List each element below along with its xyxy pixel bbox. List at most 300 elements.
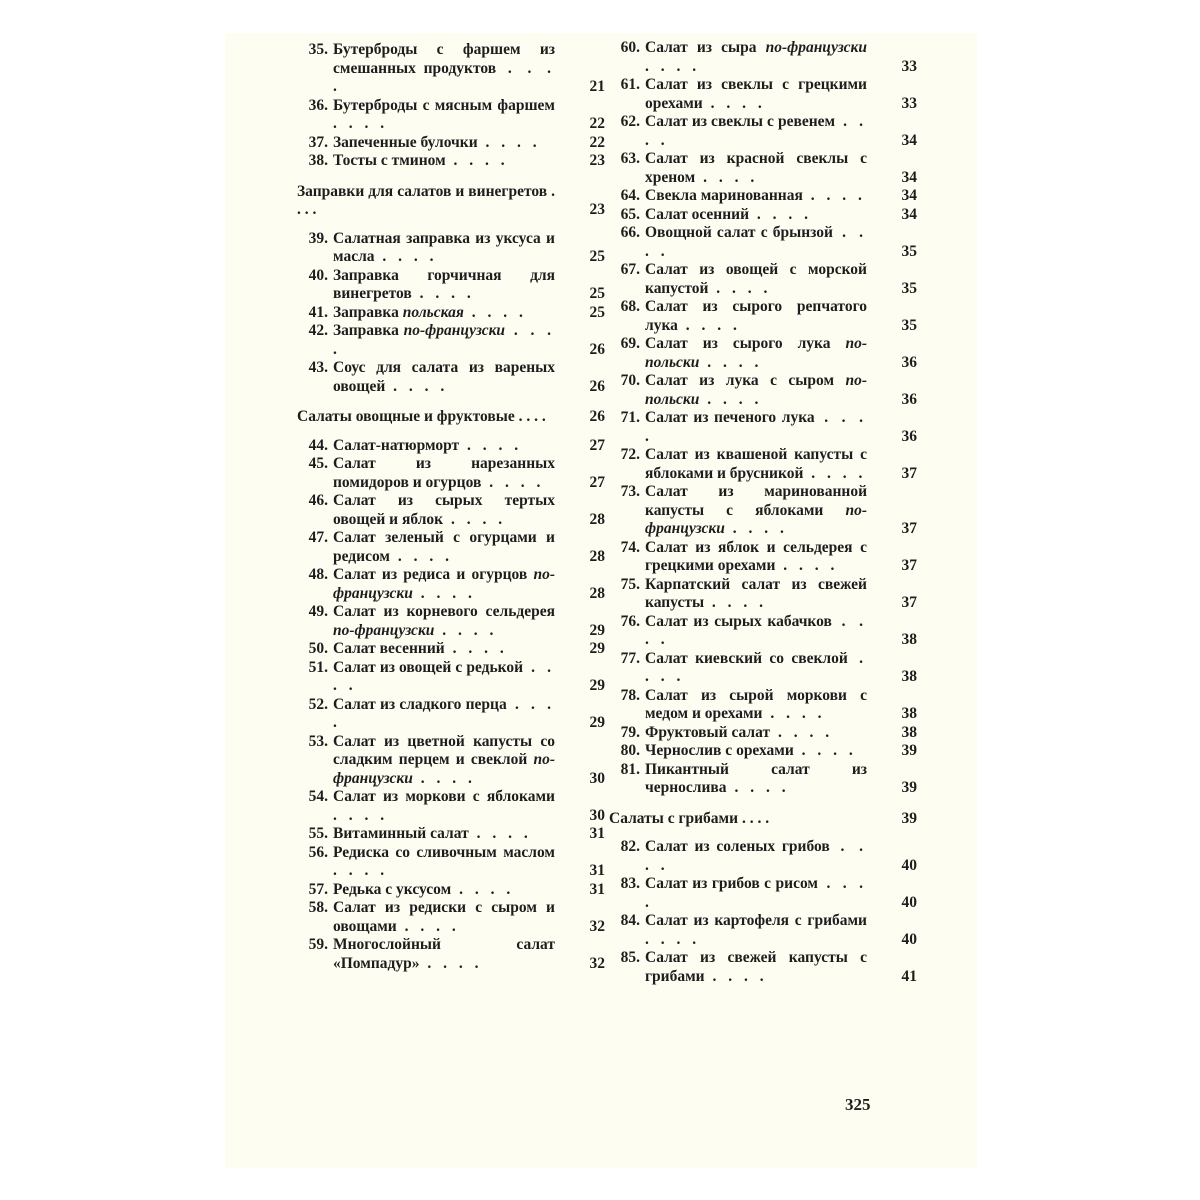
entry-title	[645, 838, 867, 875]
entry-number: 67.	[620, 261, 640, 278]
entry-page-number: 37	[901, 520, 917, 537]
entry-number: 66.	[620, 224, 640, 241]
entry-page-number: 35	[901, 316, 917, 334]
entry-title-text: Салат из сырого репчатого лука	[645, 298, 867, 334]
entry-title	[333, 640, 555, 659]
entry-number: 48.	[308, 566, 328, 583]
entry-title-text: Редиска со сливочным маслом	[333, 843, 555, 861]
entry-number: 47.	[308, 529, 328, 546]
leader-dots: . . . .	[708, 279, 772, 297]
entry-number: 61.	[620, 76, 640, 93]
entry-title-text: Салат из свеклы с грецкими орехами	[645, 76, 867, 112]
leader-dots: . . . .	[468, 825, 532, 842]
leader-dots: . . . .	[419, 954, 483, 972]
entry-number: 52.	[308, 695, 328, 713]
leader-dots: . . . .	[749, 205, 813, 223]
leader-dots: . . . .	[704, 967, 768, 985]
leader-dots: . . . .	[645, 838, 867, 874]
toc-entry	[295, 152, 613, 171]
entry-title	[645, 742, 867, 761]
toc-entry	[295, 304, 613, 323]
entry-title-italic: по-французски	[333, 751, 555, 787]
entry-title-text: Салат из редиса и огурцов	[333, 566, 528, 583]
entry-number: 84.	[620, 912, 640, 929]
toc-column-left	[295, 41, 613, 973]
book-page	[225, 33, 977, 1168]
leader-dots: . . . .	[762, 705, 826, 722]
leader-dots: . . . .	[333, 806, 389, 824]
entry-title	[645, 206, 867, 225]
entry-title	[645, 150, 867, 187]
entry-number: 40.	[308, 266, 328, 284]
entry-page-number: 33	[901, 57, 917, 75]
toc-entry	[295, 267, 613, 304]
entry-title-text: Салат из сырых кабачков	[645, 612, 832, 630]
entry-number: 42.	[308, 322, 328, 339]
entry-page-number: 40	[901, 856, 917, 874]
entry-page-number: 31	[589, 825, 605, 842]
entry-page-number: 28	[589, 547, 605, 565]
entry-title	[645, 39, 867, 76]
entry-title-text: Заправка	[333, 303, 399, 321]
entry-page-number: 32	[589, 954, 605, 972]
entry-title-text: Фруктовый салат	[645, 723, 771, 741]
entry-title	[333, 437, 555, 456]
toc-entry	[607, 613, 925, 650]
leader-dots: . . . .	[704, 594, 768, 611]
toc-entry	[607, 409, 925, 446]
toc-entry	[295, 788, 613, 825]
section-title-text: Салаты с грибами	[609, 809, 739, 827]
entry-number: 58.	[308, 899, 328, 916]
entry-title-text: Пикантный салат из чернослива	[645, 760, 867, 796]
entry-title-text: Салат из овощей с морской капустой	[645, 261, 867, 297]
leader-dots: . . . .	[459, 436, 523, 454]
entry-title-text: Заправка	[333, 322, 399, 339]
entry-page-number: 21	[589, 78, 605, 95]
toc-entry	[607, 298, 925, 335]
entry-title	[333, 359, 555, 396]
leader-dots: . . . .	[677, 316, 741, 334]
entry-title-text: Салатная заправка из уксуса и масла	[333, 229, 555, 265]
leader-dots: . . . .	[699, 390, 763, 408]
entry-title	[645, 875, 867, 912]
entry-title	[645, 483, 867, 539]
section-title	[297, 183, 555, 220]
toc-entry	[295, 134, 613, 153]
toc-entry	[607, 724, 925, 743]
toc-entry	[295, 97, 613, 134]
entry-title	[645, 650, 867, 687]
entry-title-text: Салат из сырых тертых овощей и яблок	[333, 492, 555, 528]
entry-title	[645, 539, 867, 576]
entry-number: 60.	[620, 39, 640, 56]
entry-title-italic: по-польски	[645, 372, 867, 408]
entry-number: 49.	[308, 603, 328, 620]
entry-page-number: 34	[901, 187, 917, 204]
entry-title	[645, 76, 867, 113]
entry-number: 56.	[308, 843, 328, 861]
entry-number: 54.	[308, 788, 328, 805]
entry-page-number: 37	[901, 594, 917, 611]
entry-title-text: Салат зеленый с огурцами и редисом	[333, 529, 555, 565]
leader-dots: . . . .	[695, 168, 759, 186]
entry-page-number: 29	[589, 677, 605, 694]
leader-dots: . . . .	[463, 303, 527, 321]
toc-section-heading	[295, 183, 613, 220]
toc-entry	[607, 742, 925, 761]
leader-dots: . . . .	[444, 640, 508, 657]
leader-dots: . . . .	[645, 57, 701, 75]
toc-column-right	[607, 39, 925, 986]
entry-title-text: Витаминный салат	[333, 825, 469, 842]
leader-dots: . . . .	[645, 649, 868, 685]
entry-title-text: Салат из сырой моркови с медом и орехами	[645, 686, 867, 722]
leader-dots: . . . .	[412, 769, 476, 787]
section-page-number: 39	[901, 809, 917, 827]
leader-dots: . . . .	[333, 115, 389, 132]
section-title	[609, 810, 867, 829]
toc-entry	[607, 446, 925, 483]
entry-page-number: 40	[901, 930, 917, 948]
entry-title-text: Салат из печеного лука	[645, 409, 815, 426]
entry-title	[333, 41, 555, 97]
toc-entry	[607, 761, 925, 798]
leader-dots: . . . .	[385, 377, 449, 395]
entry-title	[333, 844, 555, 881]
leader-dots: . . . .	[645, 113, 867, 149]
leader-dots: . . . .	[645, 224, 868, 260]
entry-title-italic: по-польски	[645, 335, 868, 371]
entry-title-text: Многослойный салат «Помпадур»	[333, 936, 555, 972]
entry-number: 76.	[620, 612, 640, 630]
toc-entry	[607, 113, 925, 150]
entry-number: 45.	[308, 455, 328, 472]
entry-page-number: 22	[589, 115, 605, 132]
leader-dots: . . . .	[793, 742, 857, 759]
entry-title-text: Салат из квашеной капусты с яблоками и брусникой	[645, 446, 867, 482]
entry-title	[333, 603, 555, 640]
entry-number: 82.	[620, 838, 640, 855]
toc-entry	[607, 838, 925, 875]
leader-dots: . . . .	[389, 547, 453, 565]
entry-number: 72.	[620, 446, 640, 463]
entry-page-number: 39	[901, 742, 917, 759]
entry-page-number: 34	[901, 131, 917, 149]
leader-dots: . . . .	[726, 779, 790, 796]
entry-page-number: 39	[901, 779, 917, 796]
toc-entry	[607, 539, 925, 576]
entry-number: 62.	[620, 113, 640, 130]
entry-page-number: 32	[589, 917, 605, 935]
entry-title	[333, 696, 555, 733]
entry-title	[645, 576, 867, 613]
leader-dots: . . . .	[396, 917, 460, 935]
toc-entry	[295, 529, 613, 566]
leader-dots: . . . .	[333, 322, 556, 358]
toc-entry	[607, 224, 925, 261]
entry-page-number: 27	[589, 473, 605, 491]
entry-title	[645, 687, 867, 724]
leader-dots: . . . .	[645, 612, 867, 648]
leader-dots: . . . .	[803, 464, 867, 482]
entry-title-text: Салат-натюрморт	[333, 436, 460, 454]
toc-entry	[607, 150, 925, 187]
leader-dots: . . . .	[738, 809, 770, 827]
leader-dots: . . . .	[802, 187, 866, 204]
entry-page-number: 36	[901, 427, 917, 445]
entry-number: 44.	[308, 436, 328, 454]
entry-title	[333, 566, 555, 603]
entry-number: 73.	[620, 483, 640, 500]
entry-title	[333, 152, 555, 171]
entry-title-text: Салат из лука с сыром	[645, 372, 835, 389]
entry-page-number: 26	[589, 377, 605, 395]
toc-entry	[607, 687, 925, 724]
entry-page-number: 25	[589, 248, 605, 265]
entry-page-number: 25	[589, 285, 605, 302]
entry-title-text: Салат киевский со свеклой	[645, 649, 848, 667]
entry-number: 78.	[620, 686, 640, 704]
entry-number: 74.	[620, 538, 640, 556]
section-page-number: 23	[589, 201, 605, 218]
entry-number: 75.	[620, 575, 640, 593]
entry-page-number: 35	[901, 242, 917, 260]
entry-number: 50.	[308, 640, 328, 657]
entry-page-number: 38	[901, 668, 917, 685]
toc-entry	[607, 261, 925, 298]
leader-dots: . . . .	[411, 285, 475, 302]
entry-title-text: Салат из цветной капусты со сладким перцем и свеклой	[333, 732, 555, 768]
entry-title	[333, 267, 555, 304]
toc-entry	[295, 492, 613, 529]
entry-title-text: Салат из соленых грибов	[645, 838, 830, 855]
entry-title-text: Бутерброды с фаршем из смешанных продуктов	[333, 41, 555, 77]
entry-title	[333, 881, 555, 900]
entry-page-number: 34	[901, 168, 917, 186]
toc-entry	[295, 41, 613, 97]
entry-title-italic: по-французски	[333, 621, 435, 639]
entry-title-text: Салат из свеклы с ревенем	[645, 113, 836, 130]
leader-dots: . . . .	[645, 875, 867, 911]
entry-title	[333, 455, 555, 492]
entry-title	[333, 936, 555, 973]
entry-number: 43.	[308, 359, 328, 376]
entry-page-number: 37	[901, 464, 917, 482]
toc-entry	[607, 76, 925, 113]
entry-title-text: Салат из сырого лука	[645, 335, 831, 352]
entry-title-italic: польская	[402, 303, 464, 321]
toc-entry	[607, 335, 925, 372]
toc-section-heading	[295, 408, 613, 427]
entry-title	[645, 261, 867, 298]
entry-page-number: 36	[901, 353, 917, 371]
entry-page-number: 37	[901, 557, 917, 574]
entry-title-text: Салат из сыра	[645, 39, 757, 56]
entry-page-number: 38	[901, 631, 917, 648]
toc-entry	[607, 206, 925, 225]
toc-entry	[295, 359, 613, 396]
entry-page-number: 27	[589, 436, 605, 454]
entry-number: 85.	[620, 949, 640, 966]
entry-page-number: 23	[589, 152, 605, 169]
entry-title	[645, 113, 867, 150]
entry-page-number: 31	[589, 880, 605, 898]
entry-number: 69.	[620, 335, 640, 352]
entry-title	[333, 788, 555, 825]
entry-title-text: Салат из моркови с яблоками	[333, 788, 555, 805]
entry-page-number: 38	[901, 723, 917, 741]
entry-number: 37.	[308, 133, 328, 151]
leader-dots: . . . .	[374, 248, 438, 265]
toc-entry	[295, 230, 613, 267]
entry-title	[333, 492, 555, 529]
entry-title	[333, 529, 555, 566]
entry-title	[333, 659, 555, 696]
entry-number: 64.	[620, 187, 640, 204]
leader-dots: . . . .	[481, 473, 545, 491]
entry-title-text: Салат из редиски с сыром и овощами	[333, 899, 555, 935]
entry-number: 51.	[308, 658, 328, 676]
entry-title-italic: по-французски	[333, 566, 555, 602]
entry-page-number: 28	[589, 584, 605, 602]
entry-number: 39.	[308, 229, 328, 247]
entry-number: 71.	[620, 409, 640, 426]
leader-dots: . . . .	[333, 658, 556, 694]
entry-page-number: 28	[589, 510, 605, 528]
entry-title	[645, 298, 867, 335]
toc-entry	[295, 733, 613, 789]
leader-dots: . . . .	[477, 133, 541, 151]
toc-entry	[607, 576, 925, 613]
entry-title-text: Салат весенний	[333, 640, 445, 657]
entry-number: 83.	[620, 875, 640, 892]
entry-title	[333, 322, 555, 359]
entry-title-text: Чернослив с орехами	[645, 742, 794, 759]
entry-page-number: 36	[901, 390, 917, 408]
toc-entry	[607, 912, 925, 949]
toc-entry	[295, 844, 613, 881]
entry-title-text: Заправка горчичная для винегретов	[333, 266, 555, 302]
leader-dots: . . . .	[333, 862, 389, 879]
entry-page-number: 30	[589, 769, 605, 787]
entry-title	[333, 230, 555, 267]
leader-dots: . . . .	[333, 59, 556, 95]
entry-number: 38.	[308, 152, 328, 169]
leader-dots: . . . .	[451, 880, 515, 898]
page-number: 325	[845, 1095, 871, 1114]
toc-entry	[607, 875, 925, 912]
entry-title	[645, 335, 867, 372]
entry-title	[645, 187, 867, 206]
leader-dots: . . . .	[724, 520, 788, 537]
entry-title-text: Салат из яблок и сельдерея с грецкими орехами	[645, 538, 867, 574]
entry-title-text: Бутерброды с мясным фаршем	[333, 96, 555, 114]
entry-title-italic: по-французски	[645, 501, 867, 537]
entry-title-text: Салат из нарезанных помидоров и огурцов	[333, 455, 555, 491]
entry-number: 57.	[308, 880, 328, 898]
entry-number: 36.	[308, 96, 328, 114]
entry-title-text: Салат из маринованной капусты с яблоками	[645, 483, 867, 519]
entry-number: 80.	[620, 742, 640, 759]
toc-entry	[295, 659, 613, 696]
entry-number: 55.	[308, 825, 328, 842]
entry-title-italic: по-французски	[765, 39, 867, 56]
entry-title-text: Салат осенний	[645, 205, 750, 223]
leader-dots: . . . .	[645, 409, 868, 445]
entry-number: 81.	[620, 760, 640, 778]
entry-title	[333, 899, 555, 936]
toc-entry	[607, 187, 925, 206]
entry-title-text: Запеченные булочки	[333, 133, 478, 151]
entry-title	[333, 134, 555, 153]
toc-entry	[295, 322, 613, 359]
toc-entry	[295, 566, 613, 603]
entry-number: 63.	[620, 150, 640, 167]
entry-number: 46.	[308, 492, 328, 509]
entry-page-number: 41	[901, 967, 917, 985]
entry-page-number: 30	[589, 806, 605, 824]
entry-page-number: 38	[901, 705, 917, 722]
entry-title-text: Салат из сладкого перца	[333, 695, 507, 713]
toc-section-heading	[607, 810, 925, 829]
entry-title-text: Салат из грибов с рисом	[645, 875, 818, 892]
entry-page-number: 35	[901, 279, 917, 297]
toc-entry	[607, 372, 925, 409]
entry-title-italic: по-французски	[403, 322, 506, 339]
toc-entry	[607, 483, 925, 539]
entry-page-number: 25	[589, 303, 605, 321]
entry-title	[645, 613, 867, 650]
entry-title-text: Овощной салат с брынзой	[645, 224, 833, 241]
leader-dots: . . . .	[770, 723, 834, 741]
section-title-text: Салаты овощные и фруктовые	[297, 408, 515, 425]
entry-title	[645, 224, 867, 261]
entry-title	[645, 761, 867, 798]
toc-entry	[295, 640, 613, 659]
entry-title-text: Свекла маринованная	[645, 187, 803, 204]
entry-title-text: Карпатский салат из свежей капусты	[645, 575, 867, 611]
entry-page-number: 29	[589, 621, 605, 639]
toc-entry	[295, 899, 613, 936]
entry-title	[333, 733, 555, 789]
leader-dots: . . . .	[645, 930, 701, 948]
entry-title-text: Салат из картофеля с грибами	[645, 912, 867, 929]
entry-title	[645, 372, 867, 409]
entry-number: 77.	[620, 649, 640, 667]
entry-number: 41.	[308, 303, 328, 321]
toc-entry	[295, 825, 613, 844]
entry-title	[645, 446, 867, 483]
entry-page-number: 29	[589, 714, 605, 731]
entry-title	[333, 825, 555, 844]
entry-title	[645, 949, 867, 986]
entry-title	[645, 912, 867, 949]
entry-title-text: Салат из красной свеклы с хреном	[645, 150, 867, 186]
leader-dots: . . . .	[412, 584, 476, 602]
leader-dots: . . . .	[297, 182, 555, 218]
entry-title-text: Салат из овощей с редькой	[333, 658, 524, 676]
section-page-number: 26	[589, 408, 605, 425]
entry-title-text: Соус для салата из вареных овощей	[333, 359, 555, 395]
entry-page-number: 40	[901, 893, 917, 911]
entry-number: 68.	[620, 298, 640, 315]
entry-title	[645, 409, 867, 446]
leader-dots: . . . .	[443, 510, 507, 528]
toc-entry	[607, 39, 925, 76]
entry-number: 35.	[308, 41, 328, 58]
toc-entry	[295, 696, 613, 733]
